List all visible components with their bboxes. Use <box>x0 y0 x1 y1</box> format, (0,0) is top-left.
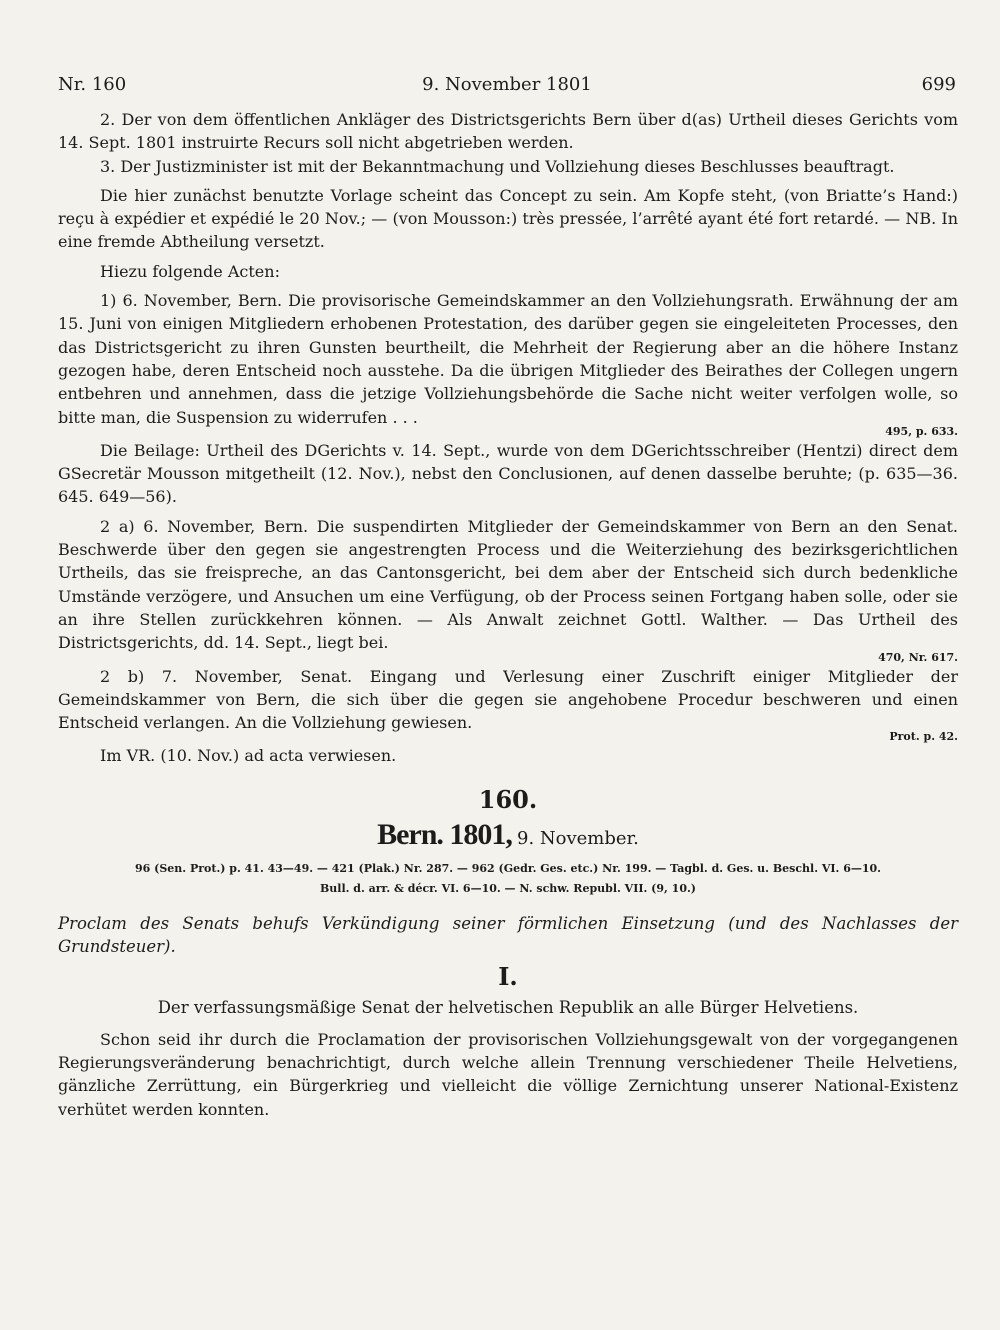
part-roman-numeral: I. <box>498 962 518 992</box>
section-title: Proclam des Senats behufs Verkündigung seiner förmlichen Einsetzung (und des Nachlasses der Grundsteuer). <box>58 913 958 957</box>
proclamation-text: Schon seid ihr durch die Proclamation der provisorischen Vollziehungsgewalt von der vorgegangenen Regierungsveränderung benachrichtigt, durch welche allein Trennung verschiedener Theile Helvetiens, gänzliche Zerrüttung, ein Bürgerkrieg und vielleicht die völlige Zernichtung unserer National-Existenz verhütet werden konnten. <box>58 1029 958 1119</box>
section-dateline <box>58 816 958 858</box>
paragraph-vr: Im VR. (10. Nov.) ad acta verwiesen. <box>100 746 397 766</box>
reference-act-2a: 470, Nr. 617. <box>878 650 958 664</box>
reference-act-2b: Prot. p. 42. <box>889 730 958 744</box>
paragraph-act-2a: 2 a) 6. November, Bern. Die suspendirten Mitglieder der Gemeindskammer von Bern an den Senat. Beschwerde über den gegen sie angestrengten Process und die Weiterziehung des bezirksgerichtlichen Urtheils, das sie freispreche, an das Cantonsgericht, bei dem aber der Entscheid sich durch bedenkliche Umstände verzögere, und Ansuchen um eine Verfügung, ob der Process seinen Fortgang haben solle, oder sie an ihre Stellen zurückkehren können. — Als Anwalt zeichnet Gottl. Walther. — Das Urtheil des Districtsgerichts, dd. 14. Sept., liegt bei. <box>58 516 958 653</box>
paragraph-item-2: 2. Der von dem öffentlichen Ankläger des Districtsgerichts Bern über d(as) Urtheil dieses Gerichts vom 14. Sept. 1801 instruirte Recurs soll nicht abgetrieben werden. <box>58 110 958 153</box>
paragraph-item-3: 3. Der Justizminister ist mit der Bekanntmachung und Vollziehung dieses Beschlusses beauftragt. <box>100 156 895 176</box>
section-sources-2: Bull. d. arr. & décr. VI. 6—10. — N. schw. Republ. VII. (9, 10.) <box>319 881 697 895</box>
proclamation-address: Der verfassungsmäßige Senat der helvetischen Republik an alle Bürger Helvetiens. <box>157 998 859 1018</box>
header-date: 9. November 1801 <box>422 74 592 95</box>
page-header <box>58 74 956 102</box>
section-sources-1: 96 (Sen. Prot.) p. 41. 43—49. — 421 (Plak.) Nr. 287. — 962 (Gedr. Ges. etc.) Nr. 199. — Tagbl. d. Ges. u. Beschl. VI. 6—10. <box>135 861 881 875</box>
paragraph-attachment: Die Beilage: Urtheil des DGerichts v. 14. Sept., wurde von dem DGerichtsschreiber (Hentzi) direct dem GSecretär Mousson mitgetheilt (12. Nov.), nebst den Conclusionen, auf denen dasselbe beruhte; (p. 635—36. 645. 649—56). <box>58 440 958 507</box>
section-date: 9. November. <box>517 827 639 849</box>
section-number: 160. <box>478 784 538 814</box>
reference-act-1: 495, p. 633. <box>885 424 958 438</box>
section-place-year: Bern. 1801, <box>377 817 512 851</box>
paragraph-note: Die hier zunächst benutzte Vorlage scheint das Concept zu sein. Am Kopfe steht, (von Briatte’s Hand:) reçu à expédier et expédié le 20 Nov.; — (von Mousson:) très pressée, l’arrêté ayant été fort retardé. — NB. In eine fremde Abtheilung versetzt. <box>58 185 958 252</box>
page-number: 699 <box>921 74 956 95</box>
paragraph-act-2b: 2 b) 7. November, Senat. Eingang und Verlesung einer Zuschrift einiger Mitglieder der Gemeindskammer von Bern, die sich über die gegen sie angehobene Procedur beschweren und einen Entscheid verlangen. An die Vollziehung gewiesen. <box>58 666 958 733</box>
header-number: Nr. 160 <box>58 74 127 95</box>
paragraph-act-1: 1) 6. November, Bern. Die provisorische Gemeindskammer an den Vollziehungsrath. Erwähnung der am 15. Juni von einigen Mitgliedern erhobenen Protestation, des darüber gegen sie eingeleiteten Processes, den das Districtsgericht zu ihren Gunsten beurtheilt, die Mehrheit der Regierung aber an die höhere Instanz gezogen habe, deren Entscheid noch ausstehe. Da die übrigen Mitglieder des Beirathes der Collegen ungern entbehren und annehmen, dass die jetzige Vollziehungsbehörde die Sache nicht weiter verfolgen wolle, so bitte man, die Suspension zu widerrufen . . . <box>58 291 958 427</box>
page-body <box>58 108 958 1121</box>
paragraph-acts-intro: Hiezu folgende Acten: <box>100 261 280 281</box>
